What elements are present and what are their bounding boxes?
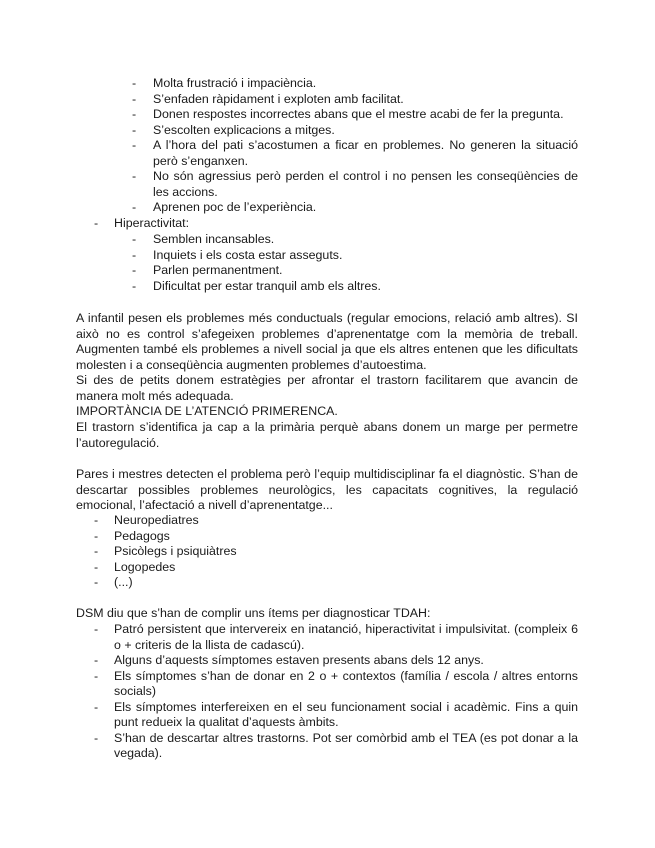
list-item: - S’escolten explicacions a mitges. [132, 122, 335, 137]
symptom-list [132, 76, 578, 216]
list-item: - Donen respostes incorrectes abans que el mestre acabi de fer la pregunta. [132, 107, 564, 121]
bullet-dash: - [94, 544, 99, 558]
list-item: - Alguns d’aquests símptomes estaven presents abans dels 12 anys. [94, 653, 484, 667]
bullet-dash: - [132, 200, 137, 214]
list-item: - Els símptomes interfereixen en el seu funcionament social i acadèmic. Fins a quin punt redueix la qualitat d’aquests àmbits. [94, 699, 578, 729]
hyperactivity-label: Hiperactivitat: [114, 216, 190, 230]
list-item: - A l’hora del pati s’acostumen a ficar en problemes. No generen la situació però s’enganxen. [132, 138, 578, 168]
bullet-dash: - [132, 278, 137, 293]
bullet-dash: - [132, 169, 137, 183]
list-item: - Patró persistent que intervereix en inatanció, hiperactivitat i impulsivitat. (compleix 6 o + criteris de la llista de cadascú). [94, 622, 578, 652]
hyperactivity-list [132, 232, 578, 294]
list-item: - Pedagogs [94, 528, 170, 543]
bullet-dash: - [132, 91, 137, 106]
hyperactivity-section [94, 216, 578, 293]
bullet-dash: - [132, 76, 137, 90]
paragraph-identification: El trastorn s’identifica ja cap a la primària perquè abans donem un marge per permetre l’autoregulació. [76, 420, 578, 450]
bullet-dash: - [94, 513, 99, 527]
list-item: - (...) [94, 575, 133, 589]
bullet-dash: - [132, 232, 137, 246]
section-heading: IMPORTÀNCIA DE L’ATENCIÓ PRIMERENCA. [76, 404, 338, 418]
bullet-dash: - [94, 668, 99, 683]
bullet-dash: - [132, 138, 137, 152]
bullet-dash: - [94, 216, 99, 230]
bullet-dash: - [94, 575, 99, 589]
list-item: - Els símptomes s’han de donar en 2 o + contextos (família / escola / altres entorns socials) [94, 668, 578, 698]
list-item: - Semblen incansables. [132, 232, 275, 246]
bullet-dash: - [132, 263, 137, 277]
dsm-criteria-list [94, 622, 578, 762]
paragraph-strategies: Si des de petits donem estratègies per afrontar el trastorn facilitarem que avancin de manera molt més adequada. [76, 373, 578, 403]
list-item: - S’han de descartar altres trastorns. Pot ser comòrbid amb el TEA (es pot donar a la vegada). [94, 730, 578, 760]
bullet-dash: - [132, 107, 137, 121]
bullet-dash: - [132, 122, 137, 137]
list-item: - Logopedes [94, 559, 176, 574]
bullet-dash: - [94, 699, 99, 714]
list-item: - S’enfaden ràpidament i exploten amb facilitat. [132, 91, 404, 106]
bullet-dash: - [94, 730, 99, 745]
bullet-dash: - [94, 559, 99, 574]
list-item: - Dificultat per estar tranquil amb els altres. [132, 278, 381, 293]
list-item: - No són agressius però perden el control i no pensen les conseqüències de les accions. [132, 169, 578, 199]
list-item: - Inquiets i els costa estar asseguts. [132, 247, 343, 262]
bullet-dash: - [94, 528, 99, 543]
bullet-dash: - [94, 622, 99, 636]
paragraph-infantil: A infantil pesen els problemes més conductuals (regular emocions, relació amb altres). SI això no es control s’afegeixen problemes d’aprenentatge com la memòria de treball. Augmenten també els problemes a nivell social ja que els altres entenen que les dificultats molesten i a conseqüència augmenten problemes d’autoestima. [76, 311, 578, 372]
list-item: - Aprenen poc de l’experiència. [132, 200, 317, 214]
list-item: - Neuropediatres [94, 513, 199, 527]
list-item: - Molta frustració i impaciència. [132, 76, 317, 90]
bullet-dash: - [94, 653, 99, 667]
bullet-dash: - [132, 247, 137, 262]
professionals-list [94, 513, 578, 591]
list-item: - Parlen permanentment. [132, 263, 283, 277]
list-item: - Psicòlegs i psiquiàtres [94, 544, 237, 558]
paragraph-dsm: DSM diu que s’han de complir uns ítems per diagnosticar TDAH: [76, 606, 431, 620]
paragraph-diagnosis: Pares i mestres detecten el problema però l’equip multidisciplinar fa el diagnòstic. S’han de descartar possibles problemes neurològics, les capacitats cognitives, la regulació emocional, l’afectació a nivell d’aprenentatge... [76, 467, 578, 512]
list-item [94, 216, 578, 293]
